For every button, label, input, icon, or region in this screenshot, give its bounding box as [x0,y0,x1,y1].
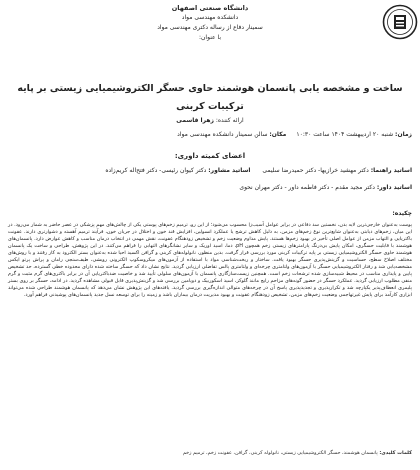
time-label: زمان: [395,131,412,138]
committee-row-referees [8,184,412,191]
place-label: مکان: [269,131,287,138]
committee-row-supervisors-advisors [8,167,412,174]
defense-line: سمینار دفاع از رساله دکتری مهندسی مواد [157,24,263,31]
keywords-line [8,450,412,457]
referees-label: اساتید داور: [376,184,412,191]
header-block [0,3,420,43]
university-name: دانشگاه صنعتی اصفهان [171,4,249,12]
advisors-label: اساتید مشاور: [208,167,251,174]
author-label: ارائه کننده: [215,117,244,124]
place-value: سالن سمینار دانشکده مهندسی مواد [177,131,268,138]
referees-value: دکتر مجید مقدم - دکتر فاطمه داور - دکتر مهران نحوی [239,184,375,191]
session-time [296,131,412,138]
session-place [177,131,286,138]
supervisors-value: دکتر مهشید خرازیها- دکتر حمیدرضا سلیمی [262,167,369,174]
supervisors [262,167,412,174]
time-value: شنبه ۲۰ اردیبهشت ۱۴۰۴ ساعت ۱۰:۳۰ [296,131,394,138]
committee-title: اعضای کمیته داوری: [174,152,246,160]
faculty-name: دانشکده مهندسی مواد [181,14,239,21]
presenter-line: با عنوان: [199,34,221,41]
thesis-title: ساخت و مشخصه یابی پانسمان هوشمند حاوی حسگر الکتروشیمیایی زیستی بر پایه ترکیبات کربنی [17,83,403,112]
keywords-label: کلمات کلیدی: [379,450,412,456]
session-info [177,131,412,138]
advisors [105,167,250,174]
abstract-heading: چکیده: [392,210,412,217]
author-name: زهرا قاسمی [176,117,214,124]
referees [239,184,412,191]
advisors-value: دکتر کیوان رئیسی- دکتر فتح‌اله کریم‌زاده [105,167,207,174]
author-line [0,117,420,124]
abstract-text: پوست به‌عنوان خارجی‌ترین لایه بدن، نخستین سد دفاعی در برابر عوامل آسیب‌زا محسوب می‌شود؛ از این رو، ترمیم زخم‌های پوستی یکی از چالش‌های مهم پزشکی در عصر حاضر به شمار می‌رود. در این میان، زخم‌های دیابتی به‌عنوان شایع‌ترین نوع زخم‌های مزمن، به دلیل کاهش ترشح یا عملکرد انسولین، افزایش قند خون و اختلال در جریان خون، فرآیند ترمیم آهسته و دشوارتری دارند. عفونت باکتریایی و التهاب مزمن از عوامل اصلی تأخیر در بهبود زخم‌ها هستند. پایش مداوم وضعیت زخم و تشخیص زودهنگام عفونت، نقش مهمی در انتخاب درمان مناسب و کاهش عوارض دارد. پانسمان‌های هوشمند با قابلیت حسگری، امکان پایش بی‌درنگ پارامترهای زیستی زخم همچون pH، دما، اسید اوریک و سایر نشانگرهای التهابی را فراهم می‌کنند. در این پژوهش، طراحی و ساخت یک پانسمان هوشمند حاوی حسگر الکتروشیمیایی زیستی بر پایه ترکیبات کربنی مورد بررسی قرار گرفت. بدین منظور، نانولوله‌های کربنی و گرافن اکسید احیا شده به‌عنوان بستر الکترود به کار رفتند و با روش‌های مختلف اصلاح سطح، حساسیت و گزینش‌پذیری حسگر بهبود یافت. ساختار و ریخت‌شناسی مواد با استفاده از آزمون‌های میکروسکوپ الکترونی روبشی، طیف‌سنجی رامان و پراش پرتو ایکس مشخصه‌یابی شد و رفتار الکتروشیمیایی حسگر با آزمون‌های ولتامتری چرخه‌ای و ولتامتری پالس تفاضلی ارزیابی گردید. نتایج نشان داد که حسگر ساخته شده دارای محدوده خطی گسترده، حد تشخیص پایین و پایداری مناسب در محیط شبیه‌سازی شده ترشحات زخم است. همچنین زیست‌سازگاری پانسمان با آزمون‌های سلولی تأیید شد و خاصیت ضدباکتریایی آن در برابر باکتری‌های گرم مثبت و گرم منفی مطلوب ارزیابی گردید. عملکرد حسگر در حضور گونه‌های مزاحم رایج مانند گلوکز، اسید اسکوربیک و دوپامین بررسی شد و گزینش‌پذیری قابل قبولی مشاهده گردید. در ادامه، حسگر بر روی بستر پلیمری انعطاف‌پذیر یکپارچه شد و تکرارپذیری و تجدیدپذیری پاسخ آن در چرخه‌های متوالی اندازه‌گیری بررسی گردید. یافته‌های این پژوهش نشان می‌دهد که پانسمان هوشمند طراحی شده می‌تواند ابزاری کارآمد برای پایش غیرتهاجمی وضعیت زخم‌های مزمن، تشخیص زودهنگام عفونت و بهبود مدیریت درمان بیماران باشد و زمینه را برای توسعه نسل جدید پانسمان‌های پوشیدنی فراهم آورد. [8,222,413,299]
supervisors-label: اساتید راهنما: [370,167,412,174]
keywords-value: پانسمان هوشمند، حسگر الکتروشیمیایی زیستی، نانولوله کربنی، گرافن، عفونت زخم، ترمیم زخم [182,450,378,456]
